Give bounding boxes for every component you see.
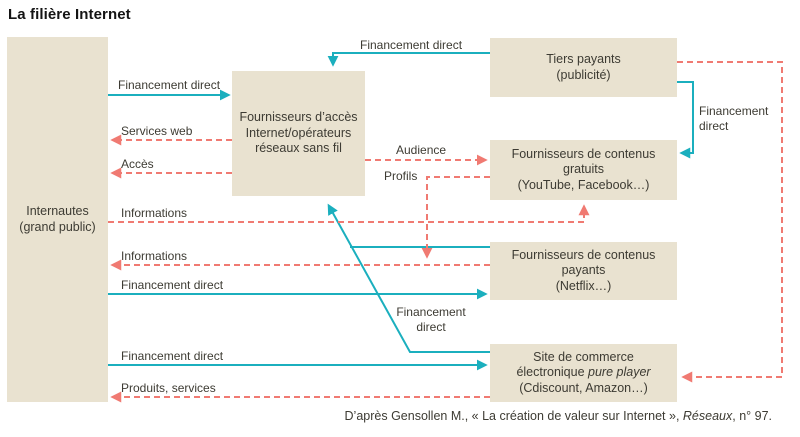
label-text: Financement [699, 104, 769, 118]
label-text: direct [416, 320, 446, 334]
label-line: Fournisseurs de contenus [511, 146, 656, 161]
edge-financement-tiers-gratuits [677, 82, 693, 153]
label-line: (YouTube, Facebook…) [517, 177, 650, 192]
node-fournisseurs-acces [232, 71, 365, 196]
node-contenus-gratuits [490, 140, 677, 200]
caption-text: , n° 97. [732, 409, 772, 423]
node-contenus-payants-label [512, 248, 656, 295]
edge-profils [427, 177, 490, 256]
edge-label-acces: Accès [121, 157, 154, 171]
label-text: direct [699, 119, 729, 133]
label-line [516, 365, 650, 381]
label-line: Internautes [26, 204, 89, 218]
label-text-italic: pure player [588, 365, 651, 380]
label-line: Fournisseurs d’accès [239, 110, 358, 125]
node-site-commerce-label [516, 350, 650, 397]
caption-text: D’après Gensollen M., « La création de valeur sur Internet », [344, 409, 683, 423]
edge-financement-tiers-fai [333, 53, 490, 64]
node-contenus-gratuits-label [512, 147, 656, 194]
edge-label-financement-diagonal [392, 305, 470, 335]
node-internautes [7, 37, 108, 402]
edge-label-informations-entrantes: Informations [121, 249, 188, 263]
edge-label-audience: Audience [396, 143, 447, 157]
label-line: (Cdiscount, Amazon…) [519, 380, 648, 395]
label-line: payants [561, 263, 606, 278]
label-text: électronique [516, 365, 589, 380]
label-line: Site de commerce [533, 349, 634, 364]
node-tiers-payants [490, 38, 677, 97]
label-text: Financement [396, 305, 466, 319]
node-tiers-payants-label [546, 52, 621, 83]
node-fournisseurs-acces-label [239, 110, 357, 157]
node-internautes-label [19, 204, 95, 235]
edge-label-services-web: Services web [121, 124, 193, 138]
label-line: (publicité) [556, 67, 611, 82]
edge-label-informations-sortantes: Informations [121, 206, 188, 220]
node-contenus-payants [490, 242, 677, 300]
caption-journal-italic: Réseaux [682, 409, 733, 423]
edge-label-financement-payants: Financement direct [121, 278, 224, 292]
label-line: Tiers payants [546, 52, 621, 66]
edge-label-financement-internautes-fai: Financement direct [118, 78, 221, 92]
label-line: Internet/opérateurs [245, 125, 352, 140]
diagram-title: La filière Internet [8, 6, 131, 23]
label-line: Fournisseurs de contenus [511, 247, 656, 262]
label-line: gratuits [563, 162, 604, 177]
edge-label-produits-services: Produits, services [121, 381, 216, 395]
label-line: (grand public) [19, 219, 96, 234]
edge-label-financement-tiers-gratuits [699, 104, 779, 134]
source-caption [0, 409, 772, 423]
edge-label-profils: Profils [384, 169, 418, 183]
label-line: (Netflix…) [555, 278, 612, 293]
edge-label-financement-tiers-fai: Financement direct [360, 38, 463, 52]
label-line: réseaux sans fil [255, 141, 342, 156]
node-site-commerce [490, 344, 677, 402]
edge-label-financement-commerce: Financement direct [121, 349, 224, 363]
